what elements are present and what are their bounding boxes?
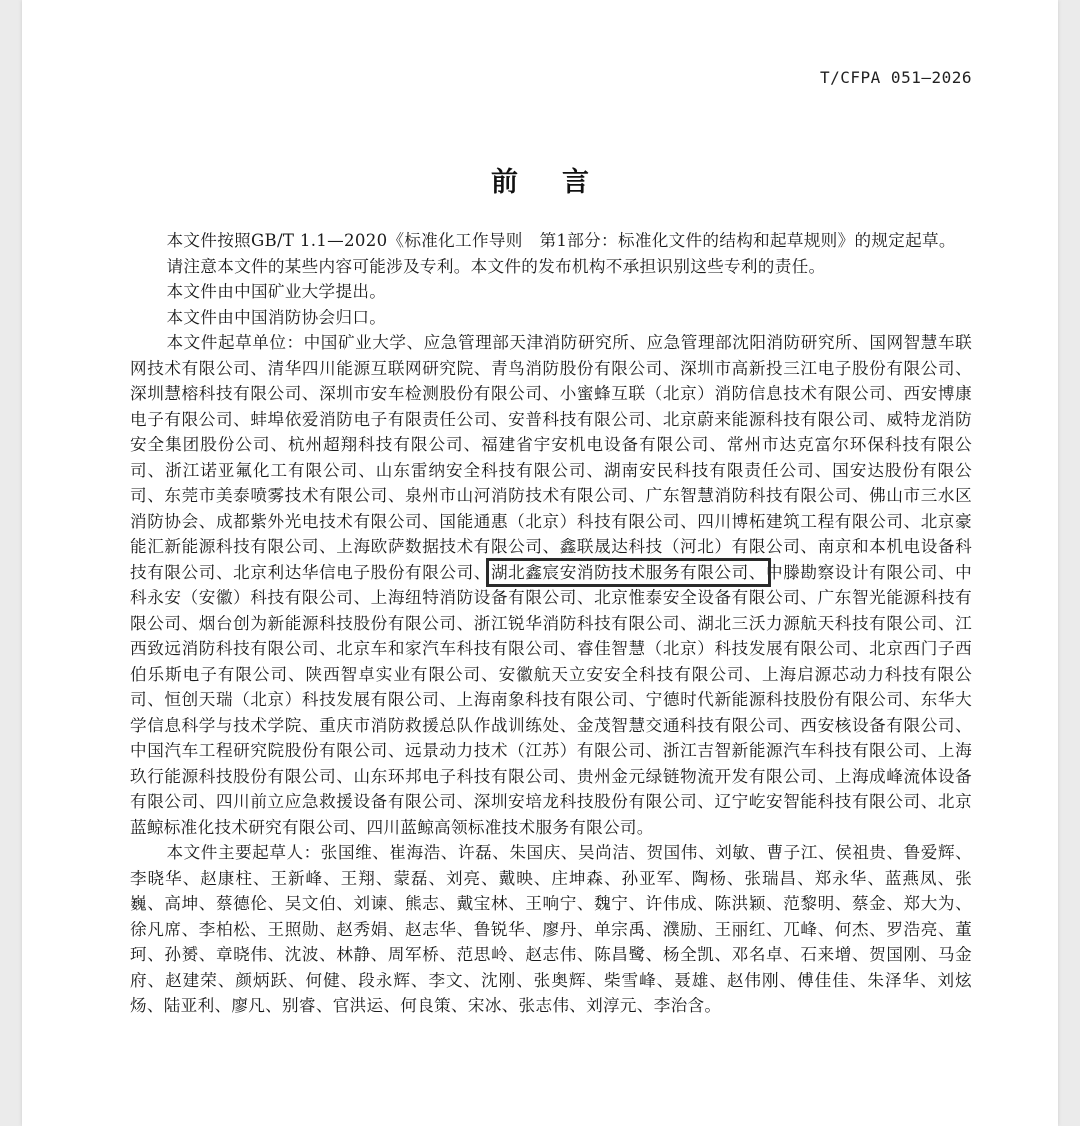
- paragraph-drafters: 本文件主要起草人：张国维、崔海浩、许磊、朱国庆、吴尚洁、贺国伟、刘敏、曹子江、侯祖贵、鲁爱辉、李晓华、赵康柱、王新峰、王翔、蒙磊、刘亮、戴映、庄坤森、孙亚军、陶杨、张瑞昌、郑永华、蓝燕凤、张巍、高坤、蔡德伦、吴文伯、刘谏、熊志、戴宝林、王响宁、魏宁、许伟成、陈洪颖、范黎明、蔡金、郑大为、徐凡席、李柏松、王照勋、赵秀娟、赵志华、鲁锐华、廖丹、单宗禹、濮励、王丽红、兀峰、何杰、罗浩亮、董珂、孙赟、章晓伟、沈波、林静、周军桥、范思岭、赵志伟、陈昌鹭、杨全凯、邓名卓、石来增、贺国刚、马金府、赵建荣、颜炳跃、何健、段永辉、李文、沈刚、张奥辉、柴雪峰、聂雄、赵伟刚、傅佳佳、朱泽华、刘炫炀、陆亚利、廖凡、别睿、官洪运、何良策、宋冰、张志伟、刘淳元、李治含。: [130, 843, 972, 1015]
- paragraph-proposer: 本文件由中国矿业大学提出。: [166, 282, 387, 301]
- document-body: [130, 228, 972, 1019]
- paragraph-drafting-units: [130, 330, 972, 840]
- drafting-units-before: 本文件起草单位：中国矿业大学、应急管理部天津消防研究所、应急管理部沈阳消防研究所、国网智慧车联网技术有限公司、清华四川能源互联网研究院、青鸟消防股份有限公司、深圳市高新投三江电子股份有限公司、深圳慧榕科技有限公司、深圳市安车检测股份有限公司、小蜜蜂互联（北京）消防信息技术有限公司、西安博康电子有限公司、蚌埠依爱消防电子有限责任公司、安普科技有限公司、北京蔚来能源科技有限公司、威特龙消防安全集团股份公司、杭州超翔科技有限公司、福建省宇安机电设备有限公司、常州市达克富尔环保科技有限公司、浙江诺亚氟化工有限公司、山东雷纳安全科技有限公司、湖南安民科技有限责任公司、国安达股份有限公司、东莞市美泰喷雾技术有限公司、泉州市山河消防技术有限公司、广东智慧消防科技有限公司、佛山市三水区消防协会、成都紫外光电技术有限公司、国能通惠（北京）科技有限公司、四川博柘建筑工程有限公司、北京豪能汇新能源科技有限公司、上海欧萨数据技术有限公司、鑫联晟达科技（河北）有限公司、南京和本机电设备科技有限公司、北京利达华信电子股份有限公司、: [130, 333, 972, 582]
- standard-code: T/CFPA 051—2026: [820, 68, 972, 87]
- paragraph-drafting-rule: 本文件按照GB/T 1.1—2020《标准化工作导则 第1部分：标准化文件的结构和起草规则》的规定起草。: [166, 231, 956, 250]
- page-title: 前言: [491, 167, 633, 198]
- paragraph-administrator: 本文件由中国消防协会归口。: [166, 307, 387, 327]
- drafting-units-after: 中滕勘察设计有限公司、中科永安（安徽）科技有限公司、上海纽特消防设备有限公司、北京惟泰安全设备有限公司、广东智光能源科技有限公司、烟台创为新能源科技股份有限公司、浙江锐华消防科技有限公司、湖北三沃力源航天科技有限公司、江西致远消防科技有限公司、北京车和家汽车科技有限公司、睿佳智慧（北京）科技发展有限公司、北京西门子西伯乐斯电子有限公司、陕西智卓实业有限公司、安徽航天立安安全科技有限公司、上海启源芯动力科技有限公司、恒创天瑞（北京）科技发展有限公司、上海南象科技有限公司、宁德时代新能源科技股份有限公司、东华大学信息科学与技术学院、重庆市消防救援总队作战训练处、金茂智慧交通科技有限公司、西安核设备有限公司、中国汽车工程研究院股份有限公司、远景动力技术（江苏）有限公司、浙江吉智新能源汽车科技有限公司、上海玖行能源科技股份有限公司、山东环邦电子科技有限公司、贵州金元绿链物流开发有限公司、上海成峰流体设备有限公司、四川前立应急救援设备有限公司、深圳安培龙科技股份有限公司、辽宁屹安智能科技有限公司、北京蓝鲸标准化技术研究有限公司、四川蓝鲸高领标准技术服务有限公司。: [130, 562, 972, 837]
- paragraph-patent-notice: 请注意本文件的某些内容可能涉及专利。本文件的发布机构不承担识别这些专利的责任。: [166, 256, 826, 276]
- highlighted-unit: 湖北鑫宸安消防技术服务有限公司、: [490, 562, 766, 582]
- document-page: [22, 0, 1058, 1126]
